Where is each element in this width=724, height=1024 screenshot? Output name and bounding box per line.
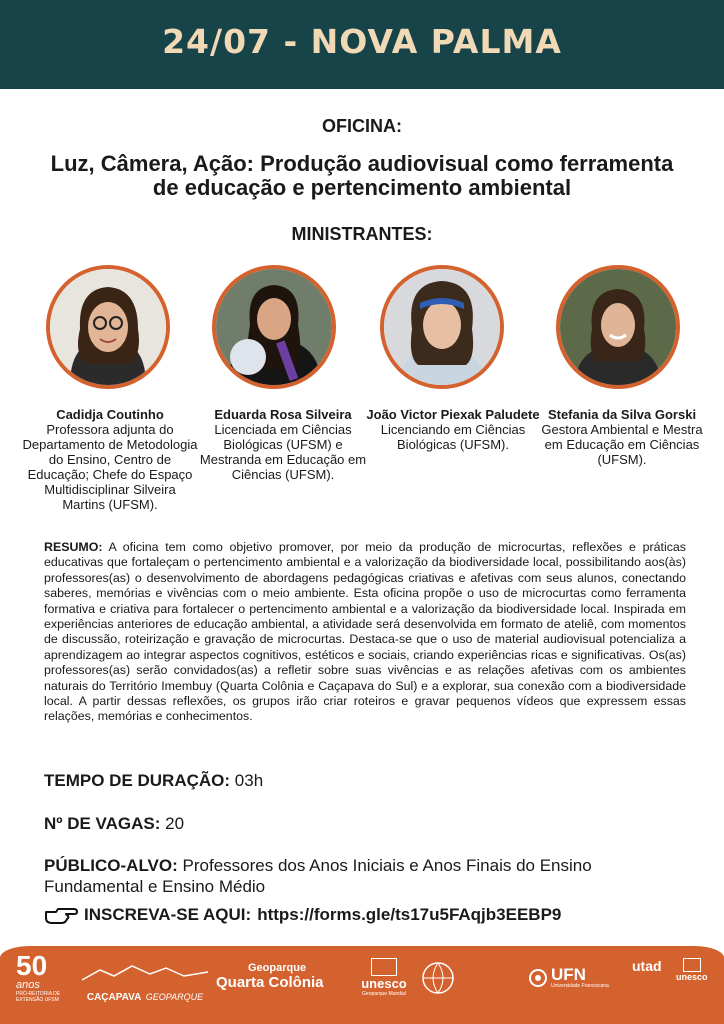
duration-value: 03h: [234, 771, 264, 790]
ufn-logo: UFN Universidade Franciscana: [528, 966, 609, 989]
header-banner: [0, 0, 724, 89]
minister-name: Eduarda Rosa Silveira: [214, 407, 352, 422]
minister-description: Professora adjunta do Departamento de Metodologia do Ensino, Centro de Educação; Chefe do Espaço Multidisciplinar Silveira Martins (UFSM).: [22, 422, 198, 512]
vacancies-label: Nº DE VAGAS:: [44, 814, 161, 833]
unesco-logo: unesco Geoparque Mundial: [354, 958, 414, 997]
photo-cadidja: [46, 265, 170, 389]
workshop-title: Luz, Câmera, Ação: Produção audiovisual como ferramenta de educação e pertencimento ambiental: [50, 151, 674, 200]
minister-description: Licenciando em Ciências Biológicas (UFSM).: [380, 422, 526, 452]
minister-name: João Victor Piexak Paludete: [366, 407, 540, 422]
quarta-colonia-logo: Geoparque Quarta Colônia: [216, 962, 324, 991]
cacapava-logo: CAÇAPAVA GEOPARQUE: [80, 962, 210, 1005]
minister-card: [365, 407, 541, 452]
ufn-emblem-icon: [528, 968, 548, 988]
vacancies-info: [44, 813, 184, 834]
minister-description: Gestora Ambiental e Mestra em Educação em Ciências (UFSM).: [541, 422, 703, 467]
signup-link[interactable]: https://forms.gle/ts17u5FAqjb3EEBP9: [257, 905, 562, 924]
minister-card: [195, 407, 371, 482]
minister-card: [534, 407, 710, 467]
unesco-chair-logo: unesco: [676, 958, 708, 982]
audience-value: Professores dos Anos Iniciais e Anos Finais do Ensino Fundamental e Ensino Médio: [44, 856, 592, 896]
photo-joao: [380, 265, 504, 389]
globe-icon: [420, 960, 464, 996]
audience-label: PÚBLICO-ALVO:: [44, 856, 178, 875]
summary-text: A oficina tem como objetivo promover, por meio da produção de microcurtas, reflexões e práticas educativas que fortaleçam o pertencimento ambiental e a valorização da biodiversidade local, possibilitando aos(às) professores(as) o desenvolvimento de abordagens pedagógicas criativas e afetivas com seus alunos, conectando saberes, memórias e vivências com o meio ambiente. Esta oficina propõe o uso de microcurtas como ferramenta formativa e criativa para fortalecer o pertencimento ambiental e a valorização da biodiversidade local. Inspirada em experiências anteriores de educação ambiental, a atividade será desenvolvida em formato de ateliê, com momentos de discussão, roteirização e gravação de microcurtas. Destaca-se que o uso de material audiovisual potencializa a aprendizagem ao integrar aspectos cognitivos, estéticos e sociais, criando experiências ricas e significativas. Os(as) professores(as) serão convidados(as) a refletir sobre suas vivências e as relações afetivas com os ambientes naturais do Território Imembuy (Quarta Colônia e Caçapava do Sul) e a explorar, sua conexão com a biodiversidade local. A partir dessas reflexões, os grupos irão criar roteiros e gravar pequenos vídeos que expressem essas relações, memórias e conhecimentos.: [44, 540, 686, 724]
pointing-hand-icon: [44, 904, 78, 926]
workshop-label: OFICINA:: [322, 116, 402, 136]
photo-eduarda: [212, 265, 336, 389]
photo-stefania: [556, 265, 680, 389]
signup-line: [44, 904, 561, 926]
audience-info: [44, 855, 694, 897]
footer-logos: [0, 946, 724, 1024]
ministers-label: MINISTRANTES:: [291, 224, 433, 244]
summary-label: RESUMO:: [44, 540, 103, 554]
ufsm-50-logo: 50 anos PRÓ-REITORIA DE EXTENSÃO UFSM: [16, 950, 61, 1003]
minister-name: Stefania da Silva Gorski: [547, 407, 697, 422]
minister-card: [22, 407, 198, 512]
page-title: 24/07 - NOVA PALMA: [162, 22, 562, 61]
utad-logo: utad: [632, 958, 662, 974]
vacancies-value: 20: [165, 814, 185, 833]
mountain-icon: [80, 962, 210, 982]
summary-paragraph: [44, 540, 686, 725]
duration-info: [44, 770, 263, 791]
minister-description: Licenciada em Ciências Biológicas (UFSM) e Mestranda em Educação em Ciências (UFSM).: [199, 422, 367, 482]
signup-label: INSCREVA-SE AQUI:: [84, 905, 252, 924]
minister-name: Cadidja Coutinho: [56, 407, 164, 422]
duration-label: TEMPO DE DURAÇÃO:: [44, 771, 231, 790]
global-geoparks-logo: [420, 960, 464, 1001]
